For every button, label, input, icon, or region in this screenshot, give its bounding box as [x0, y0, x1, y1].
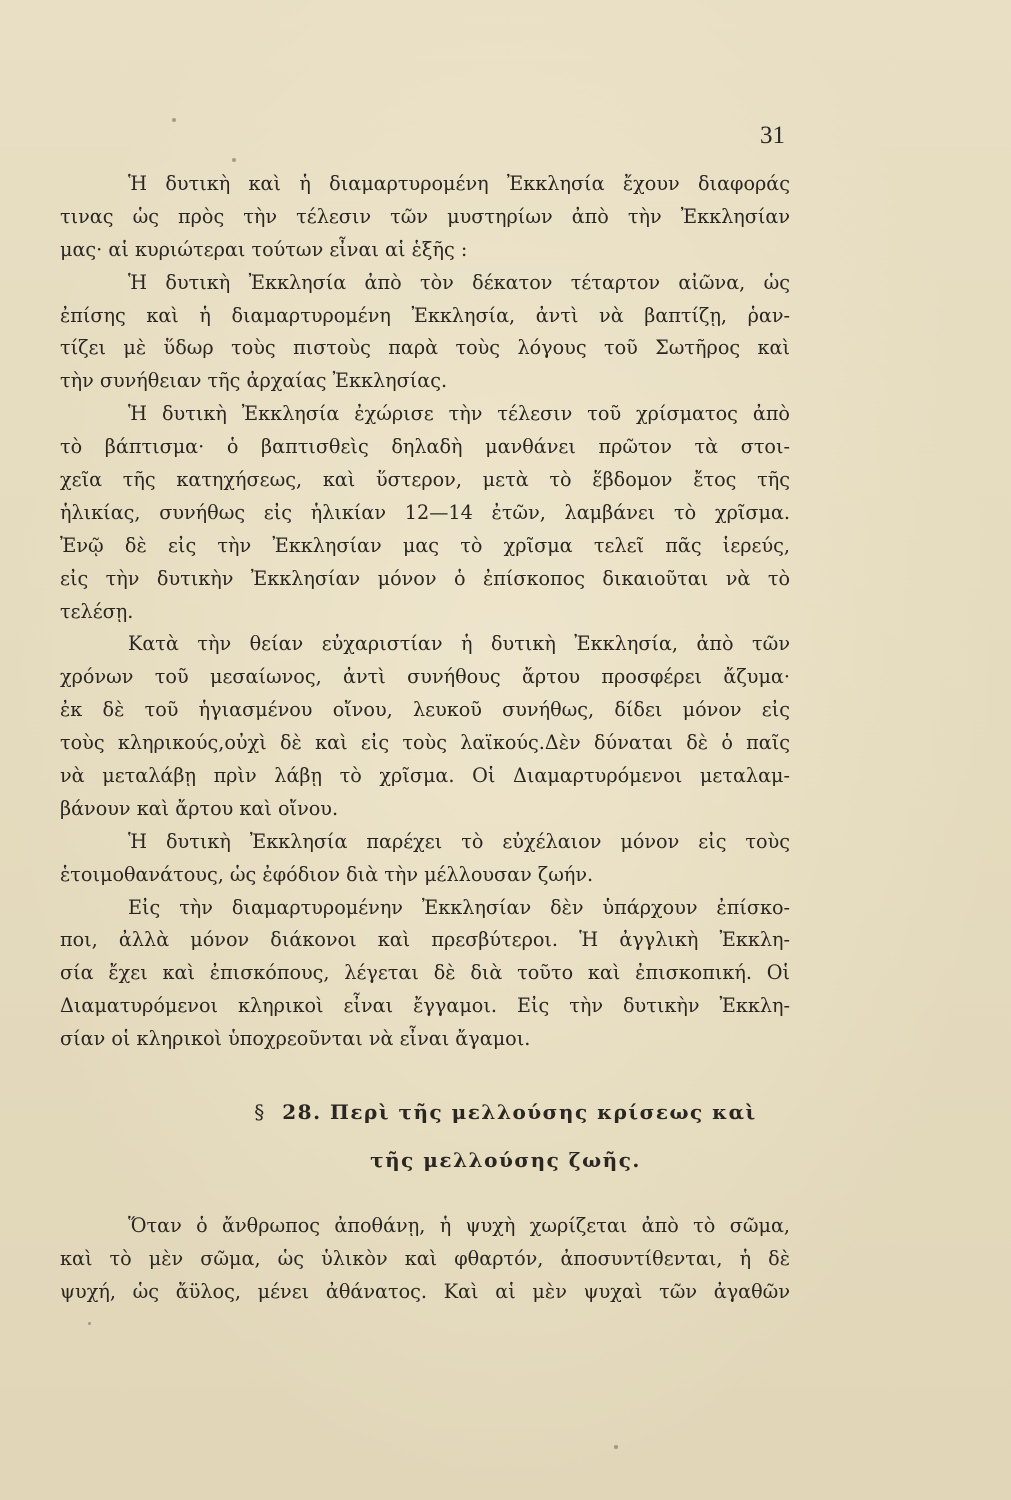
text-line: τοὺς κληρικούς,οὐχὶ δὲ καὶ εἰς τοὺς λαϊκούς.Δὲν δύναται δὲ ὁ παῖς: [60, 731, 790, 755]
text-line: Ὅταν ὁ ἄνθρωπος ἀποθάνῃ, ἡ ψυχὴ χωρίζεται ἀπὸ τὸ σῶμα,: [128, 1214, 790, 1237]
text-line: εἰς τὴν δυτικὴν Ἐκκλησίαν μόνον ὁ ἐπίσκοπος δικαιοῦται νὰ τὸ: [60, 566, 790, 590]
section-title-line-2: τῆς μελλούσης ζωῆς.: [370, 1148, 641, 1172]
text-line: ποι, ἀλλὰ μόνον διάκονοι καὶ πρεσβύτεροι. Ἡ ἀγγλικὴ Ἐκκλη-: [60, 928, 790, 952]
text-line: ἐπίσης καὶ ἡ διαμαρτυρομένη Ἐκκλησία, ἀντὶ νὰ βαπτίζῃ, ῥαν-: [60, 303, 790, 327]
text-line: τὸ βάπτισμα· ὁ βαπτισθεὶς δηλαδὴ μανθάνει πρῶτον τὰ στοι-: [60, 435, 790, 459]
text-line: Διαματυρόμενοι κληρικοὶ εἶναι ἔγγαμοι. Εἰς τὴν δυτικὴν Ἐκκλη-: [60, 994, 790, 1018]
main-text: [60, 168, 790, 1056]
text-line: τὴν συνήθειαν τῆς ἀρχαίας Ἐκκλησίας.: [60, 369, 448, 393]
text-line: ψυχή, ὡς ἄϋλος, μένει ἀθάνατος. Καὶ αἱ μὲν ψυχαὶ τῶν ἀγαθῶν: [60, 1279, 790, 1303]
text-line: χρόνων τοῦ μεσαίωνος, ἀντὶ συνήθους ἄρτου προσφέρει ἄζυμα·: [60, 665, 790, 689]
closing-text: [60, 1210, 790, 1309]
text-line: σία ἔχει καὶ ἐπισκόπους, λέγεται δὲ διὰ τοῦτο καὶ ἐπισκοπική. Οἱ: [60, 961, 790, 985]
text-line: βάνουν καὶ ἄρτου καὶ οἴνου.: [60, 796, 339, 820]
paper-speck: [232, 158, 236, 162]
section-number: 28.: [282, 1100, 322, 1124]
text-line: τίζει μὲ ὕδωρ τοὺς πιστοὺς παρὰ τοὺς λόγους τοῦ Σωτῆρος καὶ: [60, 336, 790, 360]
text-line: Ἡ δυτικὴ Ἐκκλησία ἀπὸ τὸν δέκατον τέταρτον αἰῶνα, ὡς: [128, 270, 790, 294]
text-line: Ἐνῷ δὲ εἰς τὴν Ἐκκλησίαν μας τὸ χρῖσμα τελεῖ πᾶς ἱερεύς,: [60, 533, 790, 557]
text-line: ἐκ δὲ τοῦ ἡγιασμένου οἴνου, λευκοῦ συνήθως, δίδει μόνον εἰς: [60, 698, 790, 722]
paper-speck: [614, 1445, 618, 1449]
text-line: Κατὰ τὴν θείαν εὐχαριστίαν ἡ δυτικὴ Ἐκκλησία, ἀπὸ τῶν: [128, 632, 790, 656]
page-number: 31: [760, 122, 785, 149]
text-line: καὶ τὸ μὲν σῶμα, ὡς ὑλικὸν καὶ φθαρτόν, ἀποσυντίθενται, ἡ δὲ: [60, 1246, 790, 1270]
text-line: Ἡ δυτικὴ καὶ ἡ διαμαρτυρομένη Ἐκκλησία ἔχουν διαφοράς: [128, 172, 790, 195]
text-line: ἑτοιμοθανάτους, ὡς ἐφόδιον διὰ τὴν μέλλουσαν ζωήν.: [60, 862, 594, 886]
text-line: τινας ὡς πρὸς τὴν τέλεσιν τῶν μυστηρίων ἀπὸ τὴν Ἐκκλησίαν: [60, 204, 790, 228]
text-line: σίαν οἱ κληρικοὶ ὑποχρεοῦνται νὰ εἶναι ἄγαμοι.: [60, 1027, 531, 1051]
section-heading-line-2: [0, 1148, 1011, 1172]
text-line: χεῖα τῆς κατηχήσεως, καὶ ὕστερον, μετὰ τὸ ἕβδομον ἔτος τῆς: [60, 468, 790, 492]
section-heading-line-1: [0, 1100, 1011, 1124]
paper-speck: [88, 1322, 91, 1325]
text-line: ἡλικίας, συνήθως εἰς ἡλικίαν 12—14 ἐτῶν, λαμβάνει τὸ χρῖσμα.: [60, 500, 790, 524]
paper-speck: [172, 118, 176, 122]
text-line: τελέσῃ.: [60, 599, 134, 623]
text-line: Εἰς τὴν διαμαρτυρομένην Ἐκκλησίαν δὲν ὑπάρχουν ἐπίσκο-: [128, 895, 790, 919]
section-title-line-1: Περὶ τῆς μελλούσης κρίσεως καὶ: [330, 1100, 757, 1124]
text-line: Ἡ δυτικὴ Ἐκκλησία παρέχει τὸ εὐχέλαιον μόνον εἰς τοὺς: [128, 829, 790, 853]
text-line: μας· αἱ κυριώτεραι τούτων εἶναι αἱ ἑξῆς :: [60, 237, 468, 261]
text-line: Ἡ δυτικὴ Ἐκκλησία ἐχώρισε τὴν τέλεσιν τοῦ χρίσματος ἀπὸ: [128, 402, 790, 426]
text-line: νὰ μεταλάβῃ πρὶν λάβῃ τὸ χρῖσμα. Οἱ Διαμαρτυρόμενοι μεταλαμ-: [60, 764, 790, 788]
section-symbol: §: [254, 1100, 266, 1124]
